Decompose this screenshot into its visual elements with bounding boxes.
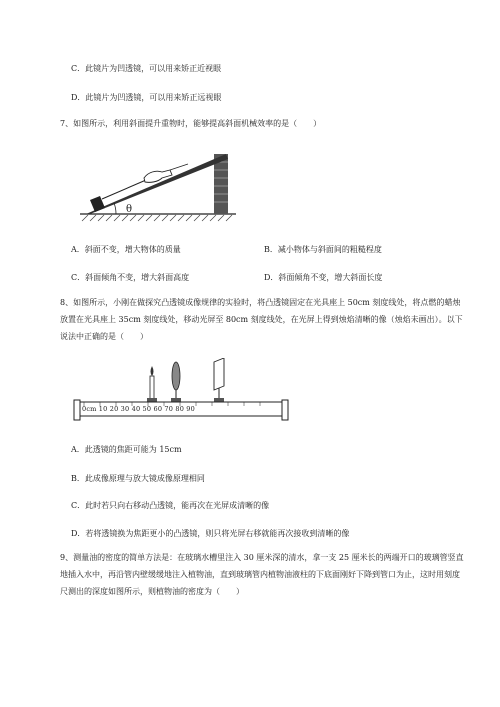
q8-stem: 8、如图所示，小刚在做探究凸透镜成像规律的实验时，将凸透镜固定在光具座上 50cm 刻度线处，将点燃的蜡烛放置在光具座上 35cm 刻度线处，移动光屏至 80cm 刻度线处，在光屏上得到烛焰清晰的像（烛焰未画出）。以下说法中正确的是（ ） xyxy=(60,298,463,341)
q8-option-d: D．若将透镜换为焦距更小的凸透镜，则只将光屏右移就能再次接收到清晰的像 xyxy=(71,529,350,538)
q8-option-c: C．此时若只向右移动凸透镜，能再次在光屏成清晰的像 xyxy=(71,501,270,510)
q7-option-b: B．减小物体与斜面间的粗糙程度 xyxy=(264,245,382,254)
angle-theta-label: θ xyxy=(126,204,133,215)
q7-option-a: A．斜面不变，增大物体的质量 xyxy=(71,245,181,254)
ruler-scale-label: 0cm 10 20 30 40 50 60 70 80 90 xyxy=(82,405,195,413)
incline-figure xyxy=(78,142,238,226)
q6-option-c: C．此镜片为凹透镜，可以用来矫正近视眼 xyxy=(71,64,222,73)
q8-option-a: A．此透镜的焦距可能为 15cm xyxy=(71,445,182,454)
q6-option-d: D．此镜片为凹透镜，可以用来矫正远视眼 xyxy=(71,93,222,102)
q7-stem: 7、如图所示，利用斜面提升重物时，能够提高斜面机械效率的是（ ） xyxy=(60,119,322,128)
q7-option-c: C．斜面倾角不变，增大斜面高度 xyxy=(71,273,190,282)
q8-option-b: B．此成像原理与放大镜成像原理相同 xyxy=(71,474,205,483)
q9-stem: 9、测量油的密度的简单方法是：在玻璃水槽里注入 30 厘米深的清水，拿一支 25 厘米长的两端开口的玻璃管竖直地插入水中，再沿管内壁缓缓地注入植物油，直到玻璃管内植物油液柱的下底面刚好下降到管口为止，这时用刻度尺测出的深度如图所示，则植物油的密度为（ ） xyxy=(60,553,464,596)
q7-option-d: D．斜面倾角不变，增大斜面长度 xyxy=(264,273,383,282)
